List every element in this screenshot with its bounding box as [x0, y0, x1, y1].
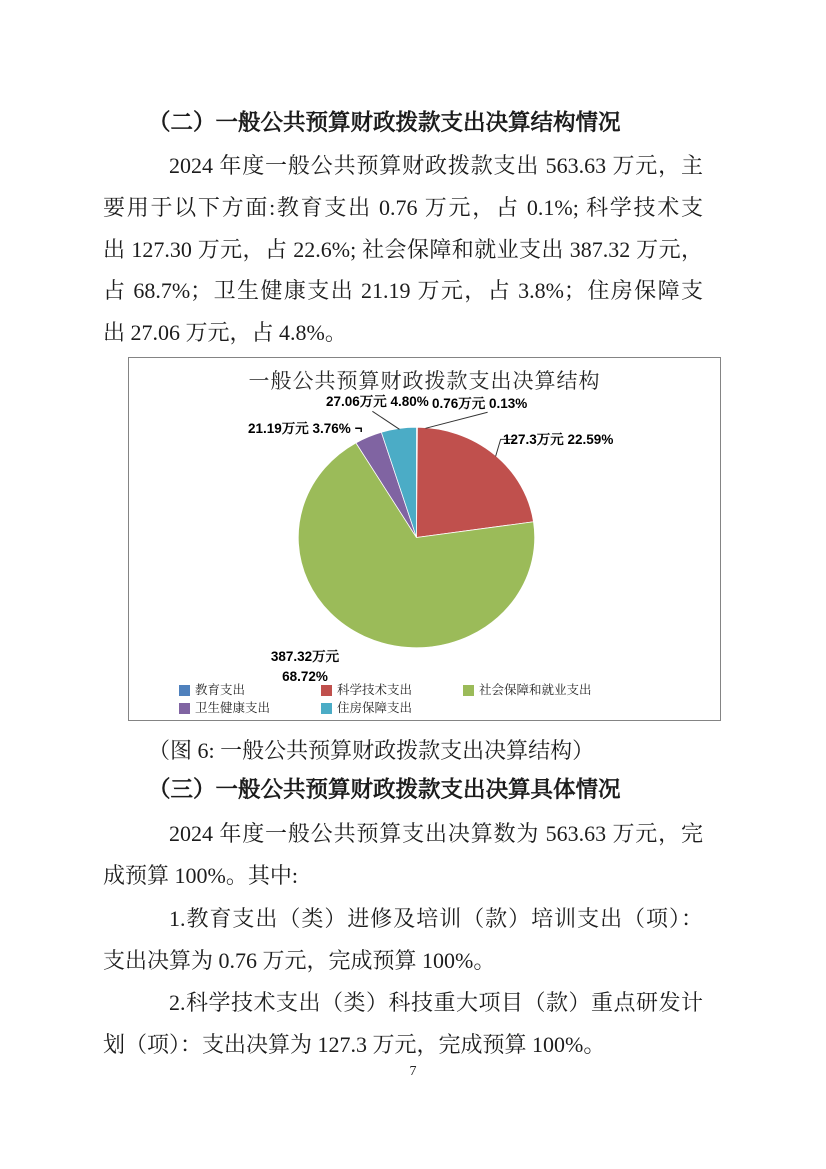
section-2-paragraph	[103, 145, 703, 354]
text-line: 2024 年度一般公共预算支出决算数为 563.63 万元，完	[169, 821, 703, 846]
data-label-line: 387.32万元	[270, 649, 340, 664]
text-line: 支出决算为 0.76 万元，完成预算 100%。	[103, 947, 496, 973]
text-line: 出 127.30 万元，占 22.6%; 社会保障和就业支出 387.32 万元，	[103, 236, 703, 262]
section-3-item-1	[103, 898, 703, 982]
data-label-education: 0.76万元 0.13%	[432, 396, 528, 411]
text-line: 占 68.7%；卫生健康支出 21.19 万元，占 3.8%；住房保障支	[103, 278, 703, 304]
legend-label: 住房保障支出	[337, 701, 413, 715]
legend-item	[179, 684, 245, 697]
section-3-paragraph	[103, 813, 703, 897]
leader-line-housing	[372, 411, 399, 429]
text-line: 成预算 100%。其中:	[103, 862, 298, 888]
legend-swatch	[321, 703, 332, 714]
figure-6-pie-chart	[128, 357, 721, 721]
legend-swatch	[463, 685, 474, 696]
leader-line-education	[426, 412, 488, 428]
legend-swatch	[179, 703, 190, 714]
section-3-heading: （三）一般公共预算财政拨款支出决算具体情况	[148, 777, 621, 802]
chart-title: 一般公共预算财政拨款支出决算结构	[248, 369, 601, 393]
data-label-social-security	[255, 647, 355, 686]
legend-label: 教育支出	[195, 683, 246, 697]
data-label-science: 127.3万元 22.59%	[503, 432, 614, 447]
text-line: 1.教育支出（类）进修及培训（款）培训支出（项）：	[169, 906, 703, 931]
legend-swatch	[321, 685, 332, 696]
text-line: 2024 年度一般公共预算财政拨款支出 563.63 万元，主	[169, 153, 703, 178]
text-line: 2.科学技术支出（类）科技重大项目（款）重点研发计	[169, 990, 703, 1015]
text-line: 要用于以下方面:教育支出 0.76 万元，占 0.1%; 科学技术支	[103, 194, 703, 220]
legend-item	[179, 702, 270, 715]
text-line: 划（项）：支出决算为 127.3 万元，完成预算 100%。	[103, 1031, 606, 1057]
page-number: 7	[409, 1064, 417, 1079]
legend-item	[321, 684, 412, 697]
legend-label: 科学技术支出	[337, 683, 413, 697]
data-label-health: 21.19万元 3.76% ¬	[248, 421, 363, 436]
data-label-housing: 27.06万元 4.80%	[326, 394, 429, 409]
legend-item	[321, 702, 412, 715]
legend-item	[463, 684, 592, 697]
legend-label: 社会保障和就业支出	[479, 683, 592, 697]
legend-swatch	[179, 685, 190, 696]
text-line: 出 27.06 万元，占 4.8%。	[103, 320, 347, 346]
data-label-line: 68.72%	[282, 668, 328, 684]
legend-label: 卫生健康支出	[195, 701, 271, 715]
section-3-item-2	[103, 982, 703, 1066]
figure-caption: （图 6: 一般公共预算财政拨款支出决算结构）	[148, 738, 595, 763]
pie-chart-canvas	[129, 358, 720, 720]
section-2-heading: （二）一般公共预算财政拨款支出决算结构情况	[148, 110, 621, 135]
